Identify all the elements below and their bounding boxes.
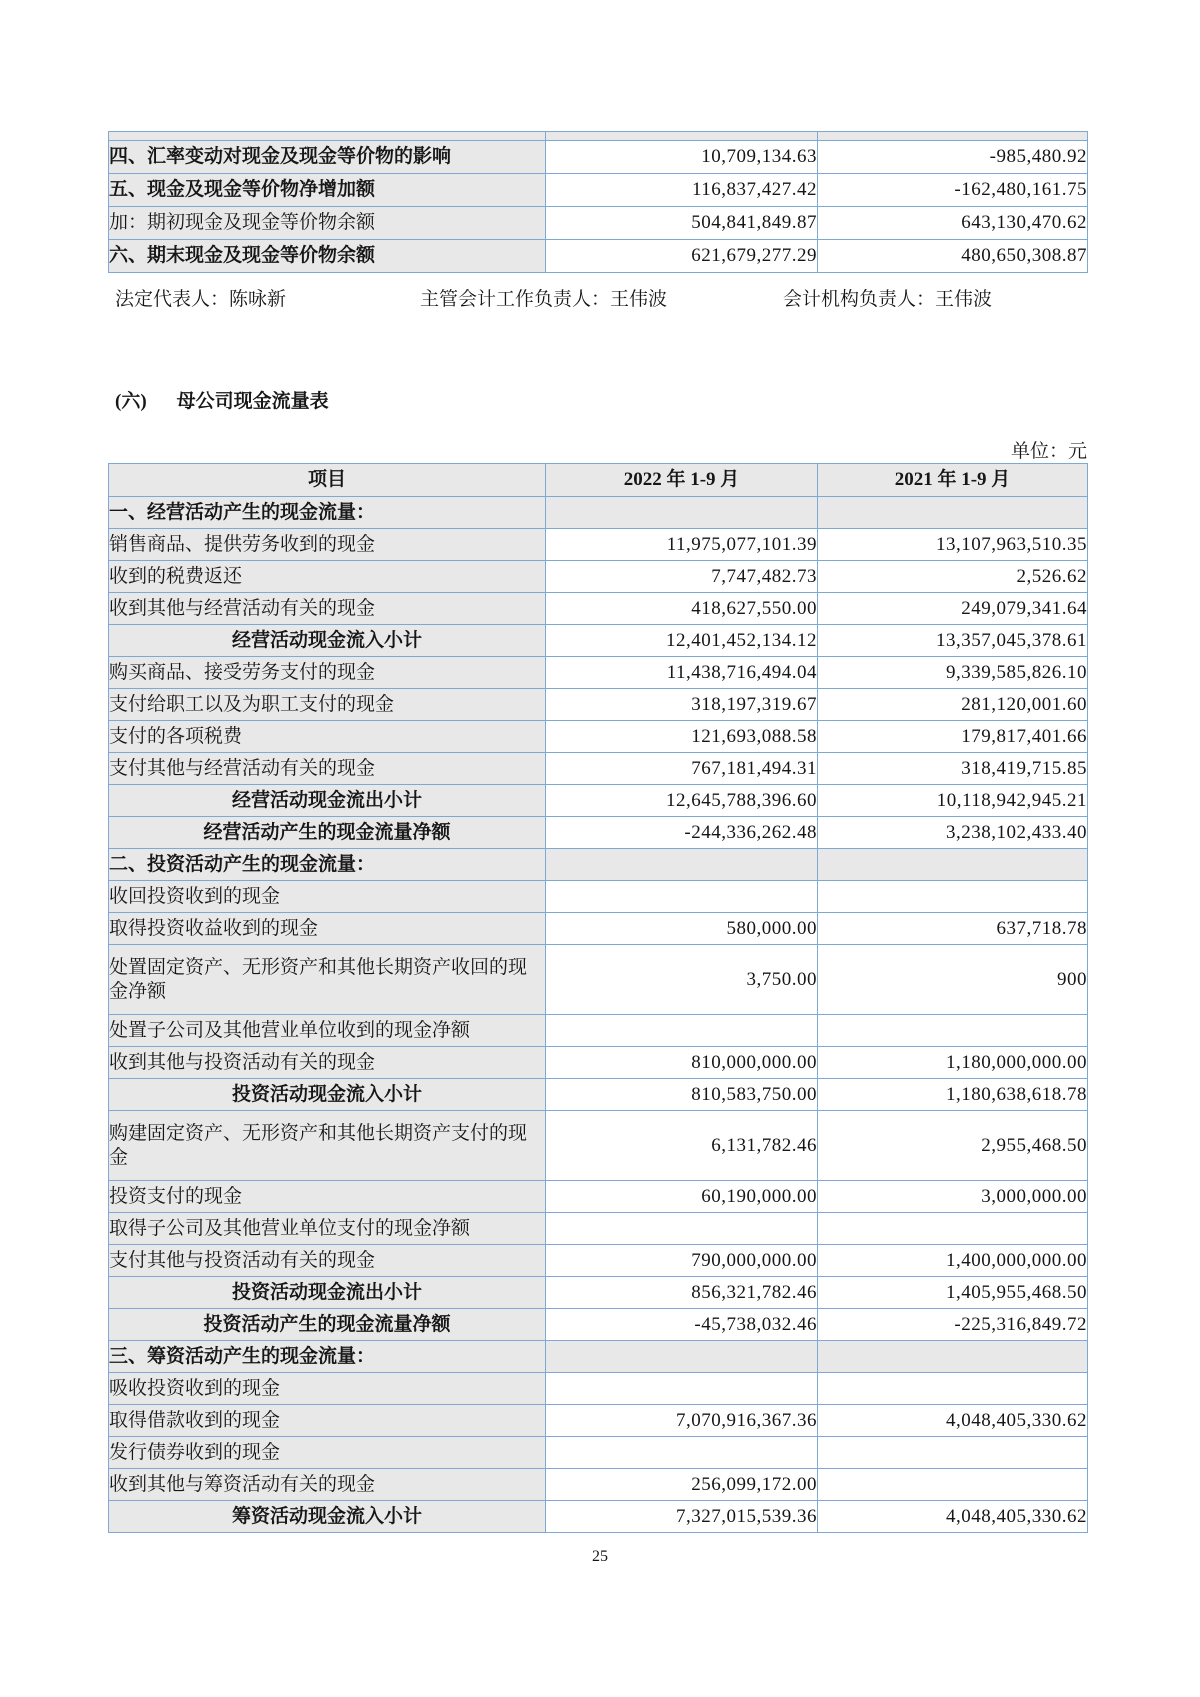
cash-equivalents-summary-table <box>108 131 1088 273</box>
row-value-2022: 856,321,782.46 <box>546 1277 818 1309</box>
table-row <box>109 1373 1088 1405</box>
table-row <box>109 593 1088 625</box>
row-value-2021: 249,079,341.64 <box>818 593 1088 625</box>
row-value-2021 <box>818 132 1088 141</box>
parent-company-cash-flow-table <box>108 463 1088 1533</box>
table-row <box>109 1111 1088 1181</box>
table-row <box>109 753 1088 785</box>
row-value-2022 <box>546 1015 818 1047</box>
table-row <box>109 132 1088 141</box>
table-row <box>109 945 1088 1015</box>
row-value-2022: 12,401,452,134.12 <box>546 625 818 657</box>
table-row <box>109 881 1088 913</box>
row-value-2022: 504,841,849.87 <box>546 207 818 240</box>
row-label: 取得投资收益收到的现金 <box>109 913 546 945</box>
table-row <box>109 817 1088 849</box>
row-label: 投资活动现金流出小计 <box>109 1277 546 1309</box>
table-row <box>109 1437 1088 1469</box>
table-row <box>109 1213 1088 1245</box>
row-value-2022: 10,709,134.63 <box>546 141 818 174</box>
row-label: 处置固定资产、无形资产和其他长期资产收回的现金净额 <box>109 945 546 1015</box>
row-value-2022: 7,070,916,367.36 <box>546 1405 818 1437</box>
row-label: 吸收投资收到的现金 <box>109 1373 546 1405</box>
unit-label: 单位：元 <box>1010 441 1087 462</box>
row-value-2022 <box>546 1437 818 1469</box>
row-label: 收到其他与筹资活动有关的现金 <box>109 1469 546 1501</box>
table-row <box>109 1341 1088 1373</box>
row-label: 投资活动产生的现金流量净额 <box>109 1309 546 1341</box>
row-value-2021: -985,480.92 <box>818 141 1088 174</box>
row-value-2021: 13,107,963,510.35 <box>818 529 1088 561</box>
table-row <box>109 913 1088 945</box>
row-label: 投资活动现金流入小计 <box>109 1079 546 1111</box>
row-label: 支付其他与经营活动有关的现金 <box>109 753 546 785</box>
header-row <box>109 464 1088 497</box>
row-value-2021: 637,718.78 <box>818 913 1088 945</box>
row-value-2021: 318,419,715.85 <box>818 753 1088 785</box>
row-label: 六、期末现金及现金等价物余额 <box>109 240 546 273</box>
row-value-2022: 580,000.00 <box>546 913 818 945</box>
row-value-2022: 7,327,015,539.36 <box>546 1501 818 1533</box>
row-label: 收到其他与投资活动有关的现金 <box>109 1047 546 1079</box>
row-value-2021: 3,000,000.00 <box>818 1181 1088 1213</box>
row-label: 四、汇率变动对现金及现金等价物的影响 <box>109 141 546 174</box>
table-row <box>109 1079 1088 1111</box>
row-value-2021 <box>818 1373 1088 1405</box>
cash-flow-table-header <box>109 464 1088 497</box>
row-value-2021: 643,130,470.62 <box>818 207 1088 240</box>
row-value-2021: 3,238,102,433.40 <box>818 817 1088 849</box>
row-value-2022: 121,693,088.58 <box>546 721 818 753</box>
header-2022: 2022 年 1-9 月 <box>546 464 818 497</box>
row-value-2022 <box>546 1213 818 1245</box>
row-label: 筹资活动现金流入小计 <box>109 1501 546 1533</box>
row-label: 支付其他与投资活动有关的现金 <box>109 1245 546 1277</box>
row-label: 五、现金及现金等价物净增加额 <box>109 174 546 207</box>
row-label <box>109 132 546 141</box>
row-value-2021: -162,480,161.75 <box>818 174 1088 207</box>
table-row <box>109 1501 1088 1533</box>
signature-legal-representative: 法定代表人：陈咏新 <box>115 289 287 310</box>
table-row <box>109 721 1088 753</box>
row-value-2022: 790,000,000.00 <box>546 1245 818 1277</box>
table-row <box>109 785 1088 817</box>
row-value-2022: -244,336,262.48 <box>546 817 818 849</box>
section-title-text: 母公司现金流量表 <box>176 391 329 412</box>
row-label: 购建固定资产、无形资产和其他长期资产支付的现金 <box>109 1111 546 1181</box>
row-value-2022: 621,679,277.29 <box>546 240 818 273</box>
header-item: 项目 <box>109 464 546 497</box>
row-value-2022 <box>546 1373 818 1405</box>
row-value-2021: 480,650,308.87 <box>818 240 1088 273</box>
row-value-2021: 10,118,942,945.21 <box>818 785 1088 817</box>
row-value-2022: 7,747,482.73 <box>546 561 818 593</box>
row-label: 一、经营活动产生的现金流量： <box>109 497 546 529</box>
row-value-2022: 12,645,788,396.60 <box>546 785 818 817</box>
row-value-2021: 900 <box>818 945 1088 1015</box>
section-title <box>115 386 329 413</box>
row-value-2022 <box>546 132 818 141</box>
section-number: (六) <box>115 391 147 412</box>
row-label: 发行债券收到的现金 <box>109 1437 546 1469</box>
row-value-2022: 810,583,750.00 <box>546 1079 818 1111</box>
row-value-2022 <box>546 1341 818 1373</box>
row-value-2021: 9,339,585,826.10 <box>818 657 1088 689</box>
row-value-2021: 1,400,000,000.00 <box>818 1245 1088 1277</box>
table-row <box>109 1181 1088 1213</box>
row-value-2021: 4,048,405,330.62 <box>818 1405 1088 1437</box>
table-row <box>109 207 1088 240</box>
row-value-2021: 4,048,405,330.62 <box>818 1501 1088 1533</box>
row-label: 取得借款收到的现金 <box>109 1405 546 1437</box>
row-value-2021 <box>818 1213 1088 1245</box>
row-label: 二、投资活动产生的现金流量： <box>109 849 546 881</box>
table-row <box>109 657 1088 689</box>
table-row <box>109 1469 1088 1501</box>
row-value-2022: 810,000,000.00 <box>546 1047 818 1079</box>
row-value-2021 <box>818 881 1088 913</box>
table-row <box>109 141 1088 174</box>
table-row <box>109 849 1088 881</box>
table-row <box>109 497 1088 529</box>
table-row <box>109 1015 1088 1047</box>
table-row <box>109 1245 1088 1277</box>
table-row <box>109 1047 1088 1079</box>
table-row <box>109 689 1088 721</box>
row-value-2021: 13,357,045,378.61 <box>818 625 1088 657</box>
row-value-2022 <box>546 849 818 881</box>
row-value-2022: 418,627,550.00 <box>546 593 818 625</box>
row-label: 购买商品、接受劳务支付的现金 <box>109 657 546 689</box>
row-label: 支付给职工以及为职工支付的现金 <box>109 689 546 721</box>
table-row <box>109 1277 1088 1309</box>
row-value-2022: 256,099,172.00 <box>546 1469 818 1501</box>
row-value-2022: 11,975,077,101.39 <box>546 529 818 561</box>
row-value-2022: -45,738,032.46 <box>546 1309 818 1341</box>
row-value-2021: 1,180,638,618.78 <box>818 1079 1088 1111</box>
signature-accounting-head: 主管会计工作负责人：王伟波 <box>420 289 668 310</box>
row-value-2021 <box>818 1015 1088 1047</box>
row-value-2022: 6,131,782.46 <box>546 1111 818 1181</box>
row-value-2021 <box>818 1469 1088 1501</box>
row-value-2021 <box>818 1437 1088 1469</box>
row-label: 支付的各项税费 <box>109 721 546 753</box>
row-value-2021: 1,180,000,000.00 <box>818 1047 1088 1079</box>
row-value-2021 <box>818 497 1088 529</box>
row-value-2021: 2,955,468.50 <box>818 1111 1088 1181</box>
row-label: 加：期初现金及现金等价物余额 <box>109 207 546 240</box>
table-row <box>109 625 1088 657</box>
row-value-2022: 318,197,319.67 <box>546 689 818 721</box>
summary-table-body <box>109 132 1088 273</box>
row-label: 取得子公司及其他营业单位支付的现金净额 <box>109 1213 546 1245</box>
table-row <box>109 174 1088 207</box>
row-label: 三、筹资活动产生的现金流量： <box>109 1341 546 1373</box>
table-row <box>109 240 1088 273</box>
row-label: 销售商品、提供劳务收到的现金 <box>109 529 546 561</box>
row-value-2021: 2,526.62 <box>818 561 1088 593</box>
page-number: 25 <box>592 1548 608 1565</box>
row-label: 处置子公司及其他营业单位收到的现金净额 <box>109 1015 546 1047</box>
row-value-2021 <box>818 849 1088 881</box>
row-label: 经营活动现金流入小计 <box>109 625 546 657</box>
row-label: 投资支付的现金 <box>109 1181 546 1213</box>
row-value-2021: 281,120,001.60 <box>818 689 1088 721</box>
table-row <box>109 1309 1088 1341</box>
row-label: 经营活动现金流出小计 <box>109 785 546 817</box>
row-label: 经营活动产生的现金流量净额 <box>109 817 546 849</box>
row-value-2022: 3,750.00 <box>546 945 818 1015</box>
row-value-2022: 116,837,427.42 <box>546 174 818 207</box>
cash-flow-table-body <box>109 497 1088 1533</box>
header-2021: 2021 年 1-9 月 <box>818 464 1088 497</box>
table-row <box>109 529 1088 561</box>
row-value-2021: -225,316,849.72 <box>818 1309 1088 1341</box>
row-value-2022: 11,438,716,494.04 <box>546 657 818 689</box>
table-row <box>109 561 1088 593</box>
table-row <box>109 1405 1088 1437</box>
row-value-2022 <box>546 881 818 913</box>
row-label: 收到其他与经营活动有关的现金 <box>109 593 546 625</box>
row-value-2021: 179,817,401.66 <box>818 721 1088 753</box>
row-value-2022: 60,190,000.00 <box>546 1181 818 1213</box>
signature-accounting-org-head: 会计机构负责人：王伟波 <box>783 289 993 310</box>
row-value-2021 <box>818 1341 1088 1373</box>
row-value-2022 <box>546 497 818 529</box>
row-value-2021: 1,405,955,468.50 <box>818 1277 1088 1309</box>
row-label: 收回投资收到的现金 <box>109 881 546 913</box>
row-label: 收到的税费返还 <box>109 561 546 593</box>
row-value-2022: 767,181,494.31 <box>546 753 818 785</box>
